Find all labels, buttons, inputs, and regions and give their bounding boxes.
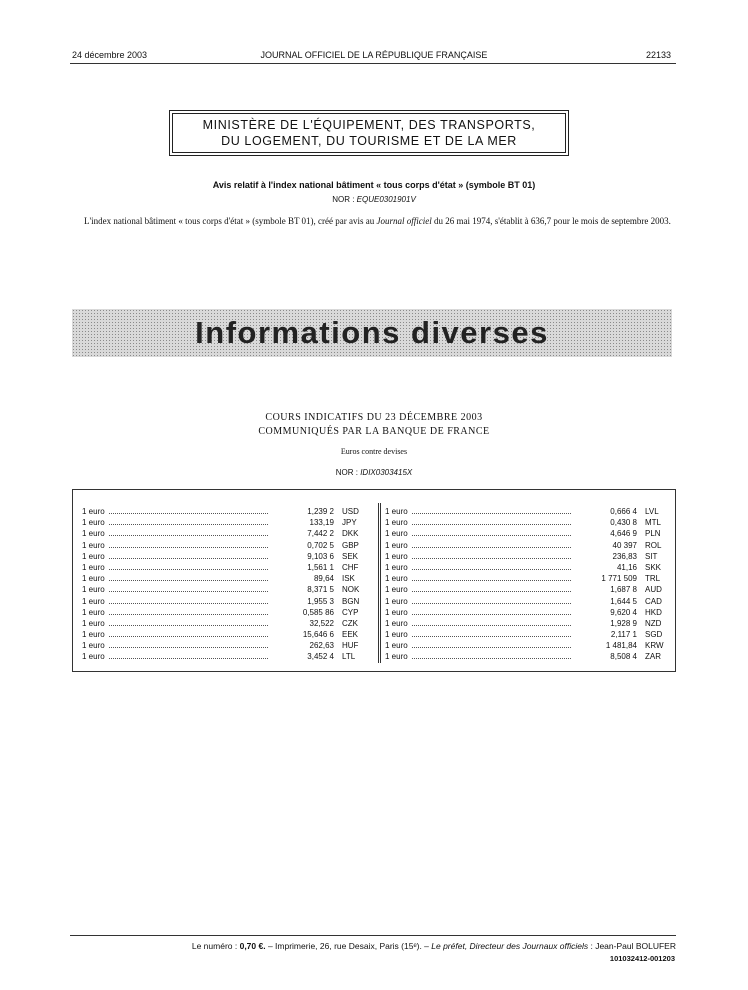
rate-row: [82, 584, 370, 595]
rate-unit: 1 euro: [82, 618, 105, 628]
footer-divider: [70, 935, 676, 936]
rate-row: [385, 562, 673, 573]
rate-value: 8,371 5: [307, 585, 334, 595]
rate-currency-code: EEK: [342, 630, 359, 640]
rate-unit: 1 euro: [82, 641, 105, 651]
rate-value: 0,702 5: [307, 540, 334, 550]
rate-leader-dots: [109, 507, 268, 514]
rate-row: [82, 651, 370, 662]
avis-body-journal: Journal officiel: [376, 216, 432, 226]
rate-unit: 1 euro: [82, 607, 105, 617]
rate-currency-code: SEK: [342, 551, 359, 561]
rate-row: [82, 562, 370, 573]
rate-leader-dots: [412, 541, 571, 548]
rate-row: [385, 506, 673, 517]
rate-value: 0,666 4: [610, 507, 637, 516]
footer-label: Le numéro :: [191, 941, 240, 951]
rate-row: [82, 517, 370, 528]
rate-unit: 1 euro: [385, 562, 408, 572]
rate-currency-code: PLN: [645, 529, 661, 539]
rate-currency-code: JPY: [342, 518, 357, 528]
rate-value: 40 397: [612, 540, 637, 550]
rate-currency-code: MTL: [645, 518, 661, 528]
rate-value: 8,508 4: [610, 652, 637, 662]
rate-unit: 1 euro: [82, 574, 105, 584]
rate-currency-code: AUD: [645, 585, 662, 595]
rate-currency-code: DKK: [342, 529, 359, 539]
rate-leader-dots: [109, 552, 268, 559]
rate-row: [82, 540, 370, 551]
rate-unit: 1 euro: [385, 630, 408, 640]
rate-currency-code: HUF: [342, 641, 359, 651]
rate-unit: 1 euro: [385, 607, 408, 617]
header-date: 24 décembre 2003: [72, 50, 148, 60]
footer-prefect: Le préfet, Directeur des Journaux officiels: [431, 941, 589, 951]
rate-currency-code: USD: [342, 507, 359, 516]
avis-body-part-1: L'index national bâtiment « tous corps d'état » (symbole BT 01), créé par avis au: [84, 216, 377, 226]
rate-unit: 1 euro: [385, 641, 408, 651]
rate-currency-code: TRL: [645, 574, 661, 584]
cours-title-line-1: COURS INDICATIFS DU 23 DÉCEMBRE 2003: [265, 412, 483, 423]
rate-unit: 1 euro: [385, 529, 408, 539]
footer-imprint: [72, 941, 676, 951]
rate-value: 2,117 1: [610, 630, 637, 640]
avis-nor-label: NOR :: [332, 195, 357, 204]
rate-row: [82, 528, 370, 539]
rate-leader-dots: [412, 507, 571, 514]
rate-currency-code: LTL: [342, 652, 356, 662]
avis-title: Avis relatif à l'index national bâtiment « tous corps d'état » (symbole BT 01): [212, 180, 536, 190]
rate-leader-dots: [109, 574, 268, 581]
rate-row: [82, 596, 370, 607]
rate-value: 133,19: [309, 518, 334, 528]
rate-unit: 1 euro: [385, 518, 408, 528]
rate-row: [385, 584, 673, 595]
rate-currency-code: BGN: [342, 596, 360, 606]
rate-currency-code: GBP: [342, 540, 359, 550]
rate-leader-dots: [109, 541, 268, 548]
rate-value: 4,646 9: [610, 529, 637, 539]
rate-leader-dots: [109, 529, 268, 536]
avis-nor-value: EQUE0301901V: [356, 195, 416, 204]
rate-unit: 1 euro: [82, 630, 105, 640]
rate-row: [385, 596, 673, 607]
rate-currency-code: NOK: [342, 585, 360, 595]
rate-unit: 1 euro: [82, 540, 105, 550]
cours-nor: [0, 468, 748, 477]
rate-row: [82, 618, 370, 629]
cours-subtitle: Euros contre devises: [340, 447, 408, 456]
rate-row: [385, 551, 673, 562]
footer-printer: – Imprimerie, 26, rue Desaix, Paris (15ᵉ). –: [265, 941, 432, 951]
rate-value: 1,239 2: [307, 507, 334, 516]
rate-leader-dots: [412, 597, 571, 604]
rate-currency-code: ZAR: [645, 652, 661, 662]
rate-unit: 1 euro: [82, 652, 105, 662]
rate-row: [82, 607, 370, 618]
rate-unit: 1 euro: [385, 652, 408, 662]
rate-row: [385, 629, 673, 640]
rate-leader-dots: [412, 529, 571, 536]
rate-value: 1 771 509: [601, 574, 637, 584]
rate-currency-code: LVL: [645, 507, 659, 516]
rate-row: [385, 651, 673, 662]
rate-unit: 1 euro: [385, 585, 408, 595]
rate-unit: 1 euro: [82, 518, 105, 528]
rate-value: 41,16: [616, 562, 637, 572]
rate-leader-dots: [412, 608, 571, 615]
rate-value: 7,442 2: [307, 529, 334, 539]
rate-leader-dots: [412, 518, 571, 525]
rate-unit: 1 euro: [385, 507, 408, 516]
rate-leader-dots: [109, 652, 268, 659]
rate-value: 9,620 4: [610, 607, 637, 617]
rate-row: [82, 629, 370, 640]
avis-nor: [0, 195, 748, 204]
rate-currency-code: CAD: [645, 596, 662, 606]
section-banner: [72, 309, 672, 357]
rate-row: [82, 506, 370, 517]
rate-row: [385, 618, 673, 629]
rate-value: 9,103 6: [307, 551, 334, 561]
rate-leader-dots: [412, 552, 571, 559]
rate-leader-dots: [412, 563, 571, 570]
footer-director: : Jean-Paul BOLUFER: [588, 941, 676, 951]
rate-unit: 1 euro: [82, 596, 105, 606]
rate-row: [385, 573, 673, 584]
rate-unit: 1 euro: [82, 551, 105, 561]
rate-unit: 1 euro: [385, 540, 408, 550]
rate-leader-dots: [109, 608, 268, 615]
rate-row: [385, 528, 673, 539]
rate-currency-code: SKK: [645, 562, 662, 572]
rate-unit: 1 euro: [82, 507, 105, 516]
rate-leader-dots: [412, 574, 571, 581]
rate-leader-dots: [109, 597, 268, 604]
rate-unit: 1 euro: [385, 596, 408, 606]
rate-value: 0,585 86: [302, 607, 334, 617]
rate-currency-code: ISK: [342, 574, 355, 584]
rate-currency-code: KRW: [645, 641, 664, 651]
rate-leader-dots: [109, 518, 268, 525]
cours-title-line-2: COMMUNIQUÉS PAR LA BANQUE DE FRANCE: [258, 426, 490, 437]
rate-value: 1 481,84: [605, 641, 637, 651]
rate-leader-dots: [412, 641, 571, 648]
rate-row: [82, 573, 370, 584]
rate-value: 1,644 5: [610, 596, 637, 606]
ministry-line-2: DU LOGEMENT, DU TOURISME ET DE LA MER: [221, 134, 517, 148]
rate-row: [385, 640, 673, 651]
rate-currency-code: HKD: [645, 607, 662, 617]
rate-leader-dots: [412, 652, 571, 659]
rate-row: [82, 551, 370, 562]
rate-unit: 1 euro: [385, 618, 408, 628]
rate-value: 15,646 6: [302, 630, 334, 640]
rate-value: 262,63: [309, 641, 334, 651]
avis-body-part-2: du 26 mai 1974, s'établit à 636,7 pour le mois de septembre 2003.: [431, 216, 671, 226]
rate-leader-dots: [109, 630, 268, 637]
rate-row: [385, 517, 673, 528]
rate-value: 1,687 8: [610, 585, 637, 595]
ministry-line-1: MINISTÈRE DE L'ÉQUIPEMENT, DES TRANSPORTS,: [202, 118, 536, 132]
avis-body: [72, 215, 680, 227]
rate-row: [385, 607, 673, 618]
footer-code: 101032412-001203: [609, 954, 675, 963]
rate-leader-dots: [412, 619, 571, 626]
rate-leader-dots: [109, 585, 268, 592]
exchange-rates-left-column: [82, 506, 370, 663]
rate-currency-code: SGD: [645, 630, 663, 640]
rate-value: 89,64: [313, 574, 334, 584]
rate-unit: 1 euro: [82, 562, 105, 572]
header-page-number: 22133: [645, 50, 671, 60]
footer-price: 0,70 €.: [239, 941, 266, 951]
exchange-rates-divider: [378, 503, 381, 663]
rate-leader-dots: [109, 619, 268, 626]
rate-currency-code: ROL: [645, 540, 662, 550]
rate-row: [385, 540, 673, 551]
section-banner-title: Informations diverses: [195, 315, 549, 350]
rate-currency-code: SIT: [645, 551, 658, 561]
rate-value: 32,522: [309, 618, 334, 628]
rate-currency-code: CZK: [342, 618, 358, 628]
exchange-rates-right-column: [385, 506, 673, 663]
rate-leader-dots: [109, 563, 268, 570]
rate-unit: 1 euro: [385, 574, 408, 584]
cours-nor-value: IDIX0303415X: [360, 468, 413, 477]
rate-value: 0,430 8: [610, 518, 637, 528]
rate-leader-dots: [412, 630, 571, 637]
rate-unit: 1 euro: [385, 551, 408, 561]
rate-currency-code: CYP: [342, 607, 359, 617]
rate-value: 1,955 3: [307, 596, 334, 606]
rate-value: 236,83: [612, 551, 637, 561]
rate-value: 3,452 4: [307, 652, 334, 662]
rate-leader-dots: [109, 641, 268, 648]
header-divider: [70, 63, 676, 64]
rate-row: [82, 640, 370, 651]
rate-unit: 1 euro: [82, 529, 105, 539]
cours-nor-label: NOR :: [335, 468, 361, 477]
ministry-box: [172, 113, 566, 153]
rate-currency-code: CHF: [342, 562, 359, 572]
rate-leader-dots: [412, 585, 571, 592]
header-journal-title: JOURNAL OFFICIEL DE LA RÉPUBLIQUE FRANÇAISE: [260, 50, 488, 60]
rate-value: 1,561 1: [307, 562, 334, 572]
rate-currency-code: NZD: [645, 618, 662, 628]
rate-value: 1,928 9: [610, 618, 637, 628]
rate-unit: 1 euro: [82, 585, 105, 595]
